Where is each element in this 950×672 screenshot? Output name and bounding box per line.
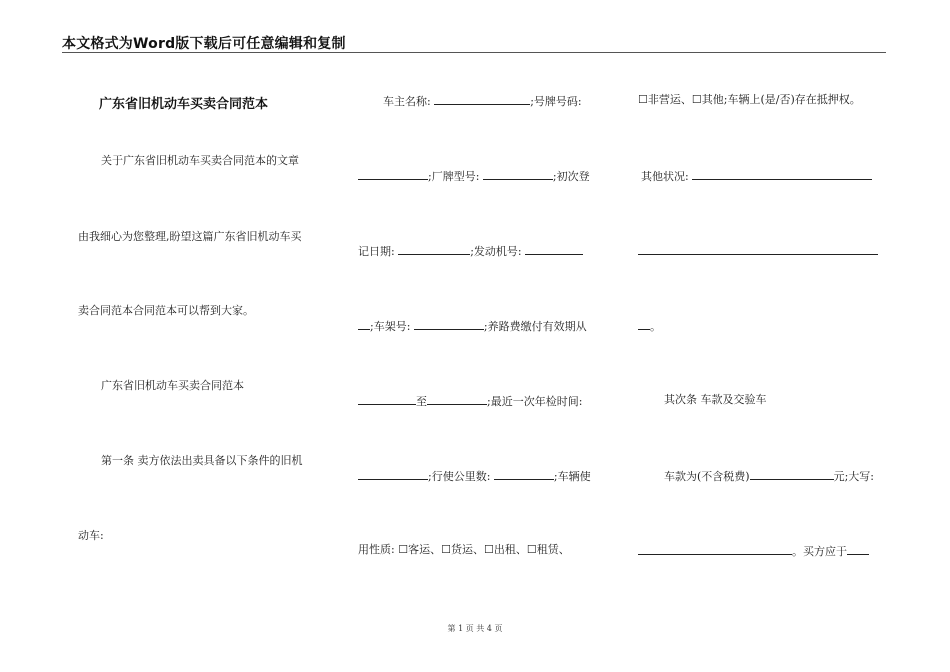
price-row [664,468,874,484]
article-1-line-2: 动车: [78,529,104,542]
owner-name-label: 车主名称: [383,95,431,108]
price-field[interactable] [750,468,834,480]
frame-number-field[interactable] [414,318,484,330]
engine-number-field[interactable] [525,243,583,255]
buyer-date-field[interactable] [847,543,869,555]
buyer-row [638,543,869,559]
other-status-row [641,168,872,184]
other-status-row-2 [638,243,878,259]
checkbox-rental[interactable]: ☐ [526,543,537,556]
checkbox-taxi[interactable]: ☐ [483,543,494,556]
other-status-field-2[interactable] [638,243,878,255]
frame-number-label: ;车架号: [370,320,411,333]
checkbox-freight[interactable]: ☐ [441,543,451,556]
first-registration-label: ;初次登 [552,170,590,183]
nonop-other-row [638,93,861,107]
header-divider [62,52,886,53]
contract-heading: 广东省旧机动车买卖合同范本 [101,379,244,392]
option-nonoperating-label: 非营运、 [647,93,692,106]
owner-plate-row [383,93,582,109]
registration-date-field[interactable] [398,243,470,255]
registration-date-label: 记日期: [358,245,395,258]
road-fee-label: ;养路费缴付有效期从 [483,320,587,333]
road-fee-to-label: 至 [416,395,427,408]
engine-number-field-cont[interactable] [358,318,370,330]
vehicle-use-label: ;车辆使 [553,470,591,483]
checkbox-other[interactable]: ☐ [691,93,702,106]
mileage-row [358,468,591,484]
other-status-row-3 [638,318,661,334]
model-label: ;厂牌型号: [428,170,480,183]
other-status-field[interactable] [692,168,872,180]
article-1-line-1: 第一条 卖方依法出卖具备以下条件的旧机 [101,454,303,467]
option-taxi-label: 出租、 [493,543,527,556]
checkbox-passenger[interactable]: ☐ [398,543,409,556]
intro-line-2: 由我细心为您整理,盼望这篇广东省旧机动车买 [78,230,302,243]
engine-number-label: ;发动机号: [470,245,522,258]
option-rental-label: 租赁、 [536,543,570,556]
road-fee-from-field[interactable] [358,393,416,405]
checkbox-nonoperating[interactable]: ☐ [638,93,648,106]
price-uppercase-label: 元;大写: [833,470,875,483]
intro-line-3: 卖合同范本合同范本可以帮到大家。 [78,304,254,317]
option-other-mortgage-label: 其他;车辆上(是/否)存在抵押权。 [701,93,861,106]
plate-number-label: ;号牌号码: [530,95,582,108]
use-nature-label: 用性质: [358,543,395,556]
other-status-field-3[interactable] [638,318,650,330]
mileage-field[interactable] [494,468,554,480]
other-status-label: 其他状况: [641,170,689,183]
reg-engine-row [358,243,583,259]
inspection-date-field[interactable] [358,468,428,480]
inspection-label: ;最近一次年检时间: [487,395,583,408]
mileage-label: ;行使公里数: [428,470,491,483]
road-fee-to-field[interactable] [427,393,487,405]
document-title: 广东省旧机动车买卖合同范本 [99,97,269,112]
buyer-obligation-label: 。买方应于 [792,545,847,558]
model-field[interactable] [483,168,553,180]
price-uppercase-field[interactable] [638,543,792,555]
use-nature-row [358,543,570,557]
roadfee-inspection-row [358,393,582,409]
document-header-banner: 本文格式为Word版下载后可任意编辑和复制 [62,36,346,52]
owner-name-field[interactable] [434,93,530,105]
article-2-heading: 其次条 车款及交验车 [664,393,767,406]
page-footer: 第 1 页 共 4 页 [447,624,503,633]
model-row [358,168,590,184]
option-passenger-label: 客运、 [408,543,442,556]
plate-number-field[interactable] [358,168,428,180]
price-label: 车款为(不含税费) [664,470,750,483]
sentence-period: 。 [650,320,661,333]
frame-roadfee-row [358,318,587,334]
option-freight-label: 货运、 [450,543,484,556]
intro-line-1: 关于广东省旧机动车买卖合同范本的文章 [101,154,299,167]
